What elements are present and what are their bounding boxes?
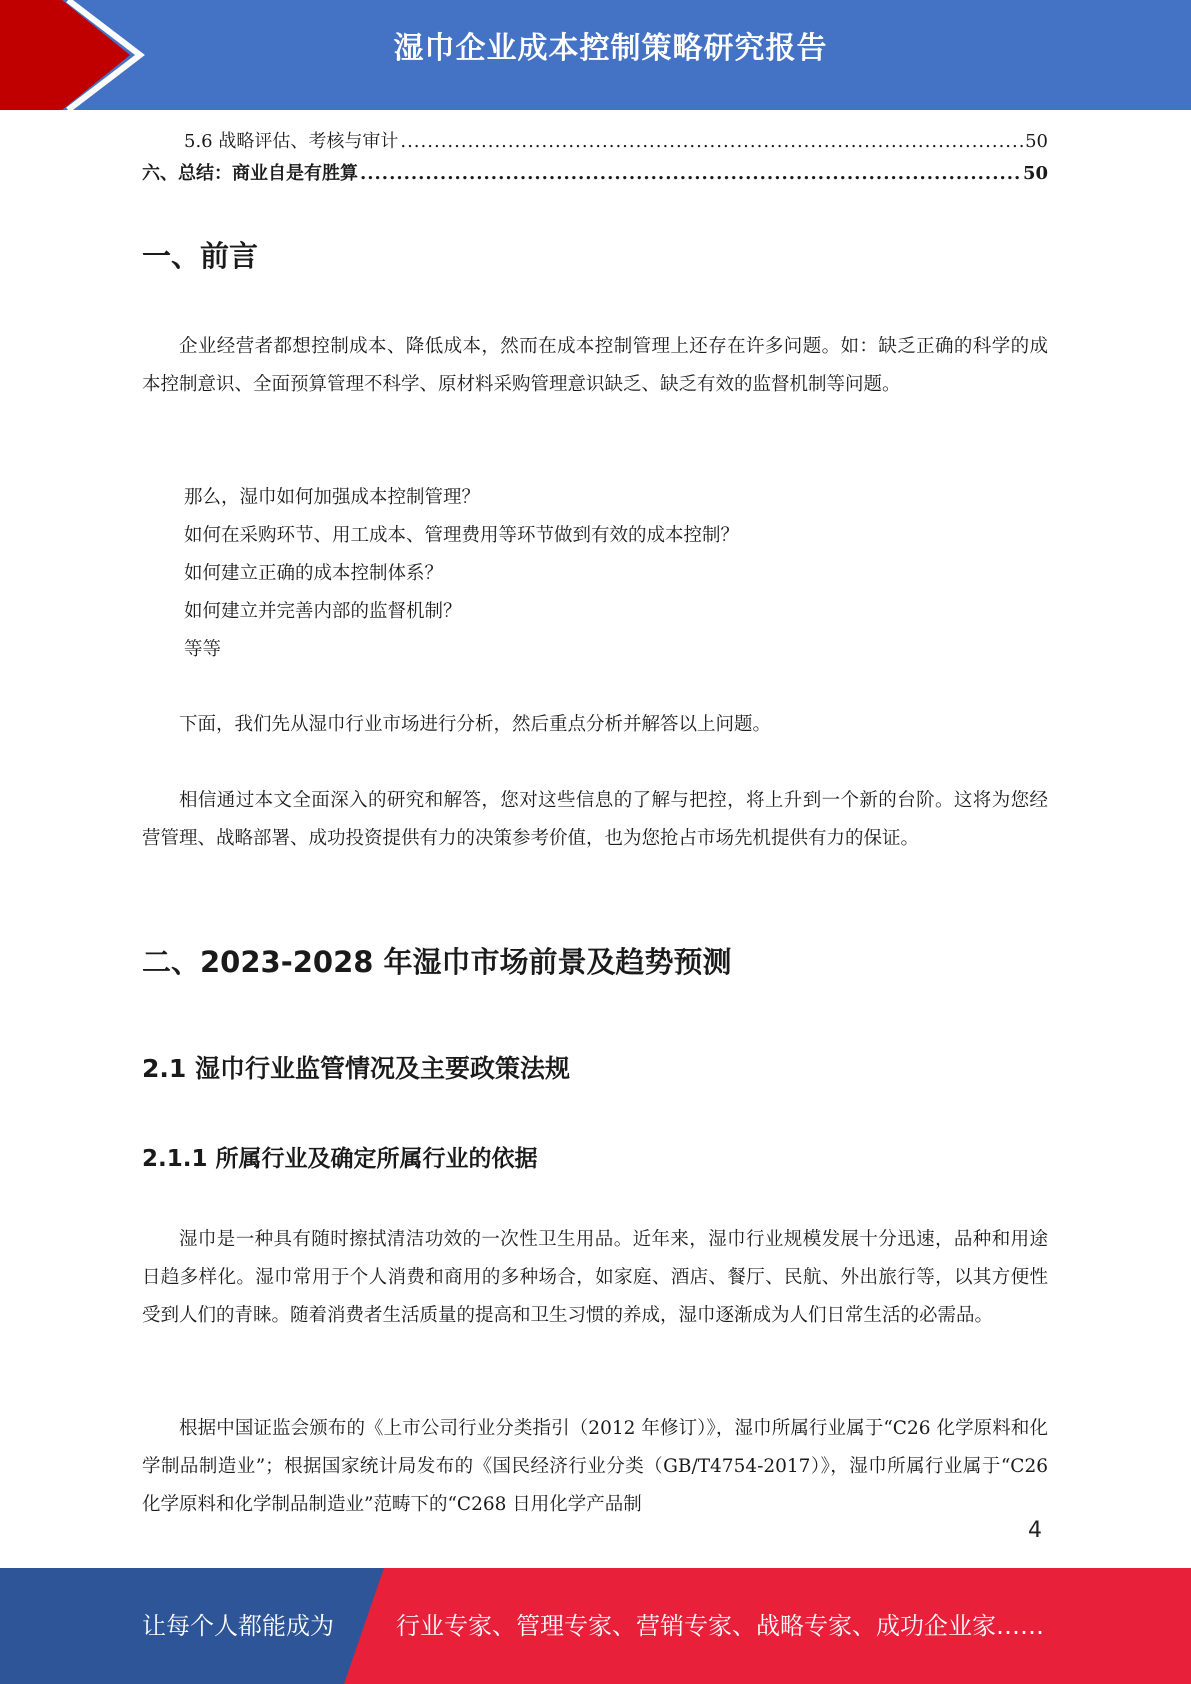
list-item: 如何在采购环节、用工成本、管理费用等环节做到有效的成本控制？: [184, 525, 740, 546]
paragraph: 相信通过本文全面深入的研究和解答，您对这些信息的了解与把控，将上升到一个新的台阶。这将为您经营管理、战略部署、成功投资提供有力的决策参考价值，也为您抢占市场先机提供有力的保证。: [142, 790, 1048, 849]
toc-entry-page: 50: [1022, 163, 1048, 184]
toc-leader-dots: [400, 126, 1023, 158]
list-item: 那么，湿巾如何加强成本控制管理？: [184, 487, 481, 508]
toc-entry[interactable]: [142, 158, 1048, 190]
section-heading-market-outlook: 二、2023-2028 年湿巾市场前景及趋势预测: [142, 945, 732, 979]
report-title: 湿巾企业成本控制策略研究报告: [393, 31, 828, 66]
toc-entry-page: 50: [1025, 131, 1048, 152]
subsection-heading-regulation: 2.1 湿巾行业监管情况及主要政策法规: [142, 1054, 570, 1083]
paragraph: 湿巾是一种具有随时擦拭清洁功效的一次性卫生用品。近年来，湿巾行业规模发展十分迅速，品种和用途日趋多样化。湿巾常用于个人消费和商用的多种场合，如家庭、酒店、餐厅、民航、外出旅行等，以其方便性受到人们的青睐。随着消费者生活质量的提高和卫生习惯的养成，湿巾逐渐成为人们日常生活的必需品。: [142, 1229, 1048, 1326]
page-footer: [0, 1568, 1191, 1684]
page-number: 4: [1028, 1518, 1042, 1543]
paragraph: 下面，我们先从湿巾行业市场进行分析，然后重点分析并解答以上问题。: [179, 714, 772, 735]
paragraph: 根据中国证监会颁布的《上市公司行业分类指引（2012 年修订）》，湿巾所属行业属于“C26 化学原料和化学制品制造业”；根据国家统计局发布的《国民经济行业分类（GB/T4754-2017）》，湿巾所属行业属于“C26 化学原料和化学制品制造业”范畴下的“C268 日用化学产品制: [142, 1418, 1048, 1515]
subsection-heading-industry-basis: 2.1.1 所属行业及确定所属行业的依据: [142, 1146, 538, 1172]
toc-leader-dots: [360, 158, 1021, 190]
toc-entry-label: 六、总结：商业自是有胜算: [142, 163, 358, 184]
toc-entry-label: 5.6 战略评估、考核与审计: [184, 131, 399, 152]
toc-entry[interactable]: [142, 126, 1048, 158]
question-list: [184, 479, 739, 669]
page-header: [0, 0, 1191, 110]
list-item: 如何建立并完善内部的监督机制？: [184, 601, 462, 622]
paragraph: 企业经营者都想控制成本、降低成本，然而在成本控制管理上还存在许多问题。如：缺乏正确的科学的成本控制意识、全面预算管理不科学、原材料采购管理意识缺乏、缺乏有效的监督机制等问题。: [142, 336, 1048, 395]
section-heading-preface: 一、前言: [142, 239, 259, 273]
page-content: [142, 126, 1048, 1515]
footer-slogan-right: 行业专家、管理专家、营销专家、战略专家、成功企业家……: [396, 1612, 1044, 1640]
list-item: 等等: [184, 639, 222, 660]
list-item: 如何建立正确的成本控制体系？: [184, 563, 444, 584]
footer-slogan-left: 让每个人都能成为: [142, 1612, 334, 1640]
